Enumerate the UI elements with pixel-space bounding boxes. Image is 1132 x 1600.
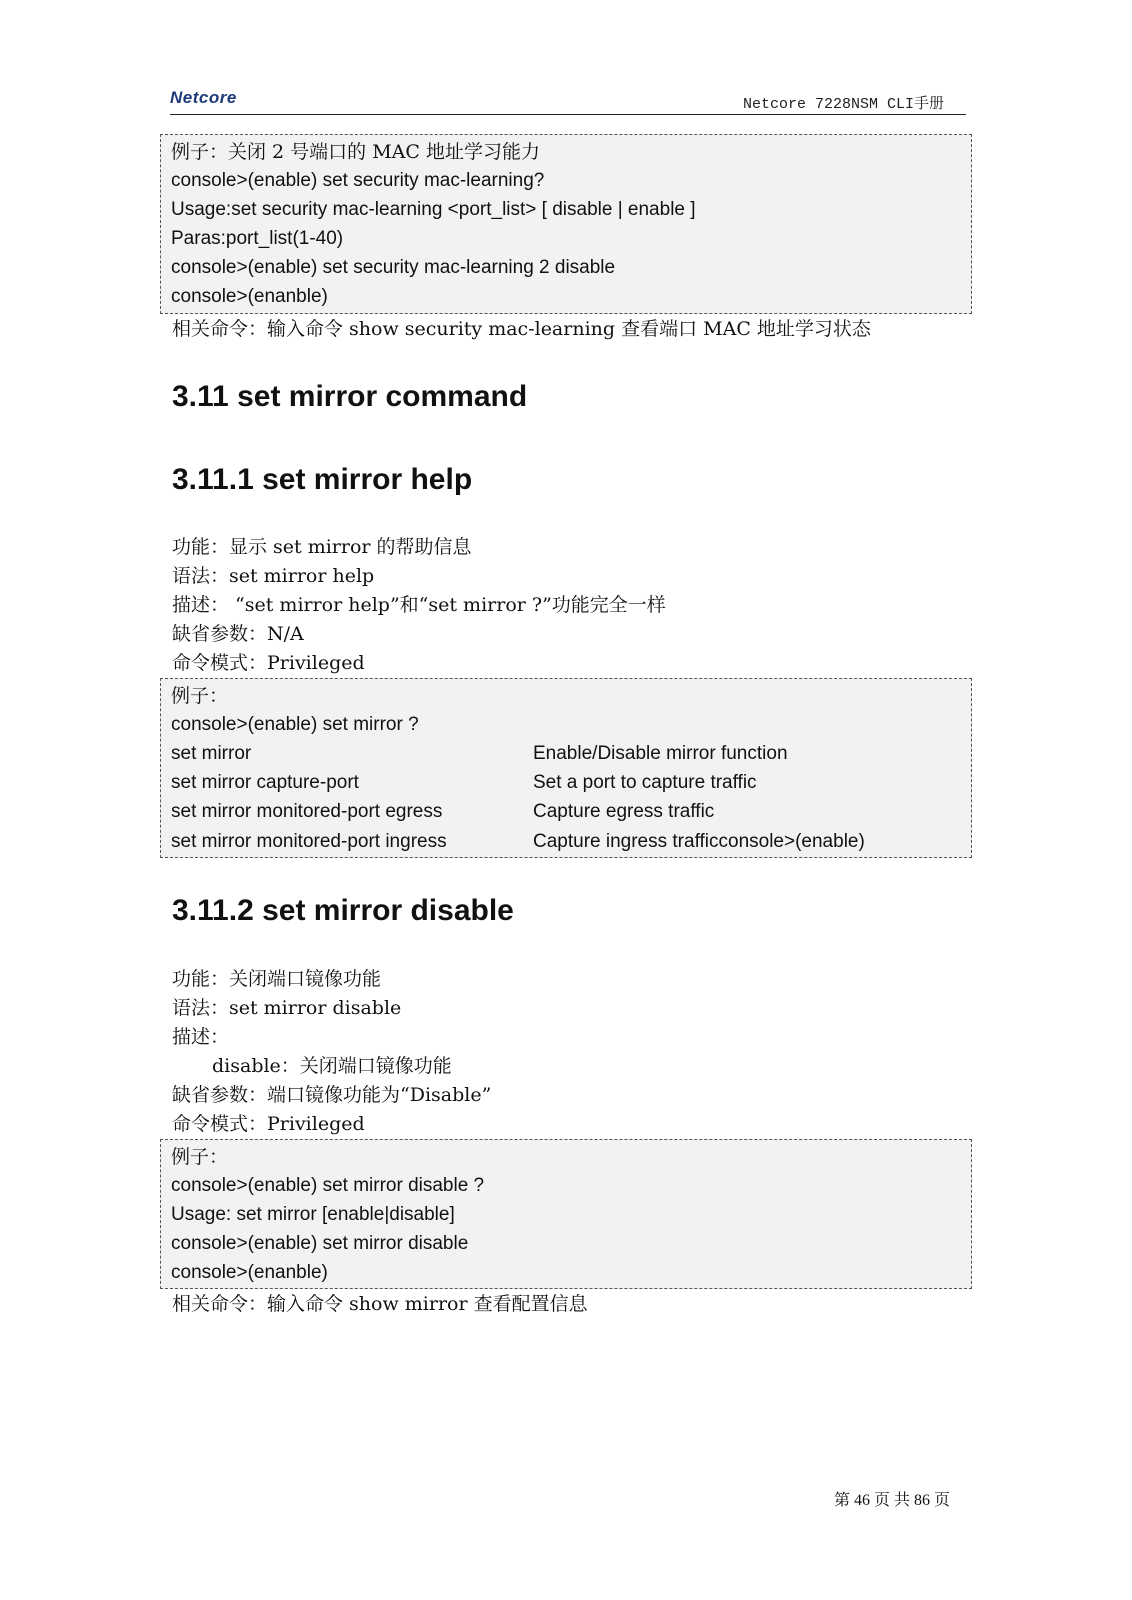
help-row-desc: Capture ingress trafficconsole>(enable) (533, 831, 865, 852)
section-heading-3-11: 3.11 set mirror command (172, 380, 528, 413)
document-title: Netcore 7228NSM CLI手册 (742, 96, 944, 113)
function-text: 功能：关闭端口镜像功能 (172, 968, 382, 990)
example-box-mirror-disable (160, 1139, 972, 1289)
related-command-2: 相关命令：输入命令 show mirror 查看配置信息 (172, 1293, 588, 1315)
description-item: disable：关闭端口镜像功能 (212, 1055, 452, 1077)
syntax-text: 语法：set mirror disable (172, 997, 402, 1019)
section-heading-3-11-1: 3.11.1 set mirror help (172, 463, 473, 496)
example-line: 例子： (171, 1146, 229, 1168)
help-row-desc: Set a port to capture traffic (533, 772, 757, 793)
related-command-1: 相关命令：输入命令 show security mac-learning 查看端口 MAC 地址学习状态 (172, 318, 871, 340)
help-row-desc: Capture egress traffic (533, 801, 715, 822)
example-box-mac-learning (160, 134, 972, 314)
example-line: Paras:port_list(1-40) (171, 228, 344, 249)
help-row-cmd: set mirror monitored-port ingress (171, 831, 447, 852)
command-mode-text: 命令模式：Privileged (172, 652, 365, 674)
page-number: 第 46 页 共 86 页 (834, 1492, 951, 1509)
example-label: 例子： (171, 685, 229, 707)
help-row-desc: Enable/Disable mirror function (533, 743, 788, 764)
example-line: console>(enable) set mirror disable (171, 1233, 469, 1254)
section-heading-3-11-2: 3.11.2 set mirror disable (172, 894, 514, 927)
command-mode-text: 命令模式：Privileged (172, 1113, 365, 1135)
example-line: console>(enable) set security mac-learning 2 disable (171, 257, 616, 278)
default-param-text: 缺省参数：N/A (172, 623, 304, 645)
help-row-cmd: set mirror (171, 743, 252, 764)
example-command: console>(enable) set mirror ? (171, 714, 419, 735)
example-line: Usage: set mirror [enable|disable] (171, 1204, 455, 1225)
example-box-mirror-help (160, 678, 972, 858)
help-row-cmd: set mirror monitored-port egress (171, 801, 443, 822)
help-row-cmd: set mirror capture-port (171, 772, 359, 793)
syntax-text: 语法：set mirror help (172, 565, 375, 587)
description-text: 描述： (172, 1026, 230, 1048)
example-line: console>(enable) set mirror disable ? (171, 1175, 485, 1196)
default-param-text: 缺省参数：端口镜像功能为“Disable” (172, 1084, 492, 1106)
example-line: console>(enable) set security mac-learning? (171, 170, 545, 191)
example-line: console>(enanble) (171, 1262, 328, 1283)
example-line: 例子：关闭 2 号端口的 MAC 地址学习能力 (171, 141, 540, 163)
function-text: 功能：显示 set mirror 的帮助信息 (172, 536, 472, 558)
description-text: 描述： “set mirror help”和“set mirror ?”功能完全一样 (172, 594, 666, 616)
netcore-logo: Netcore (170, 88, 237, 107)
example-line: console>(enanble) (171, 286, 328, 307)
example-line: Usage:set security mac-learning <port_list> [ disable | enable ] (171, 199, 696, 220)
header-rule (170, 114, 966, 115)
